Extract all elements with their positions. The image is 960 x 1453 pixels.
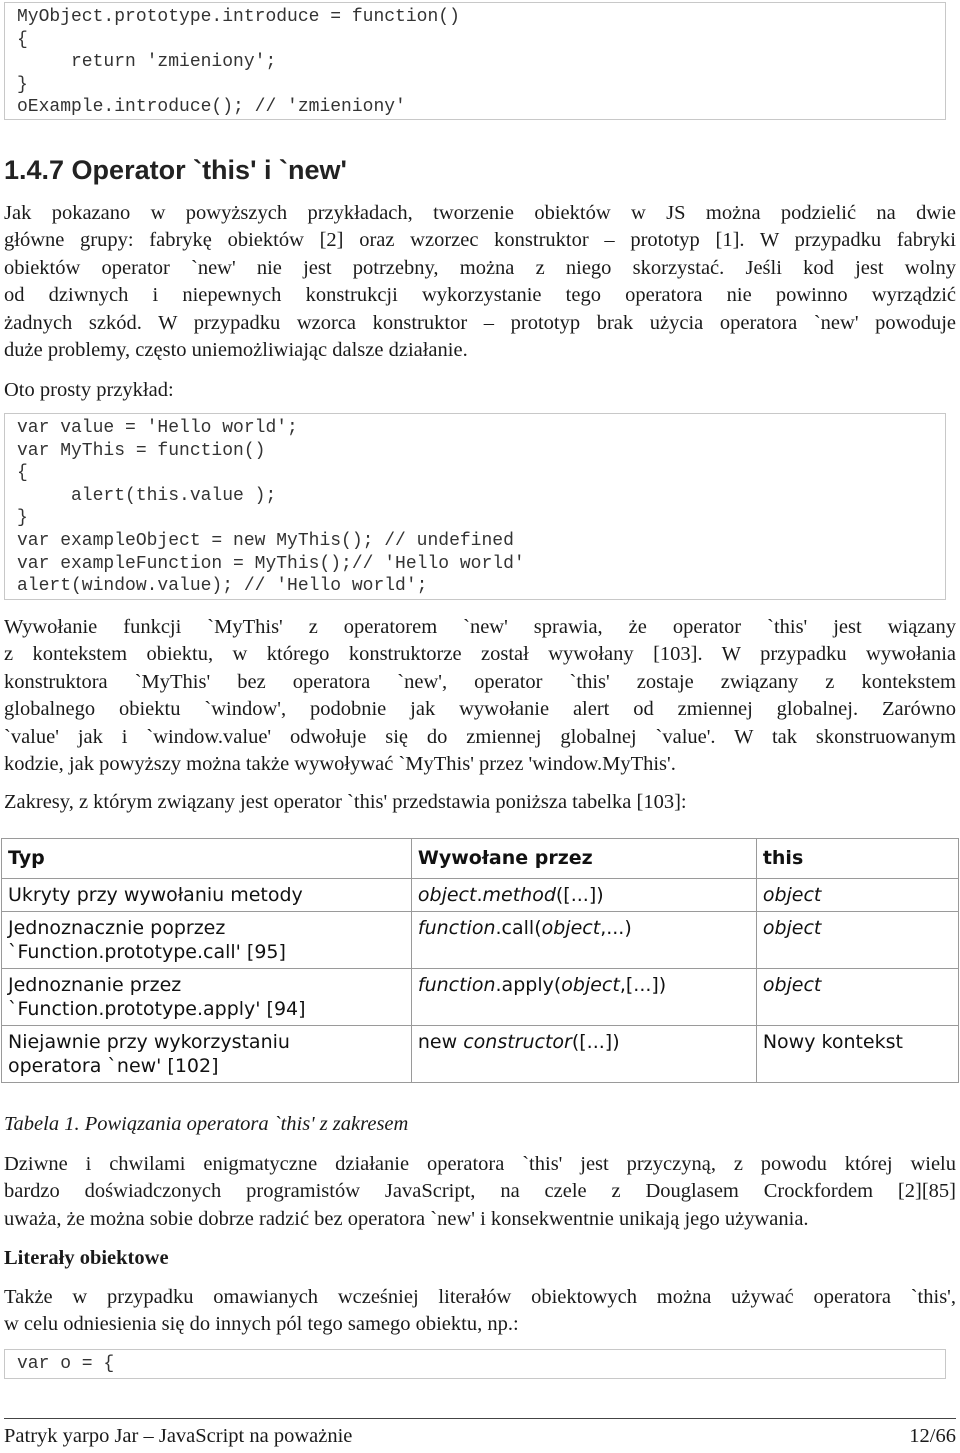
column-header: this xyxy=(756,839,958,879)
cell-call: new constructor([...]) xyxy=(411,1026,756,1083)
cell-type: Niejawnie przy wykorzystaniu operatora `new' [102] xyxy=(2,1026,412,1083)
text-line: `value' jak i `window.value' odwołuje się do zmiennej globalnej `value'. W tak skonstruowanym xyxy=(4,725,956,748)
text-line: z kontekstem obiektu, w którego konstruktorze został wywołany [103]. W przypadku wywołania xyxy=(4,643,956,666)
code-line: oExample.introduce(); // 'zmieniony' xyxy=(17,97,406,118)
paragraph-explanation xyxy=(4,614,956,778)
cell-this: object xyxy=(756,969,958,1026)
paragraph-literals xyxy=(4,1284,956,1339)
cell-type: Ukryty przy wywołaniu metody xyxy=(2,879,412,912)
text-line: w celu odniesienia się do innych pól tego samego obiektu, np.: xyxy=(4,1313,519,1336)
cell-call: function.call(object,...) xyxy=(411,912,756,969)
text-line: konstruktora `MyThis' bez operatora `new', operator `this' zostaje związany z kontekstem xyxy=(4,670,956,693)
code-line: alert(this.value ); xyxy=(17,485,277,506)
page-number: 12/66 xyxy=(909,1425,956,1447)
code-line: { xyxy=(17,463,28,484)
code-line: MyObject.prototype.introduce = function() xyxy=(17,7,460,27)
code-line: var o = { xyxy=(17,1354,115,1374)
cell-this: Nowy kontekst xyxy=(756,1026,958,1083)
text-line: główne grupy: fabrykę obiektów [2] oraz wzorzec konstruktor – prototyp [1]. W przypadku fabryki xyxy=(4,229,956,252)
cell-type: Jednoznacznie poprzez `Function.prototype.call' [95] xyxy=(2,912,412,969)
cell-this: object xyxy=(756,879,958,912)
code-line: } xyxy=(17,508,28,529)
text-line: bardzo doświadczonych programistów JavaScript, na czele z Douglasem Crockfordem [2][85] xyxy=(4,1180,956,1203)
cell-this: object xyxy=(756,912,958,969)
text-line: obiektów operator `new' nie jest potrzebny, można z niego skorzystać. Jeśli kod jest wolny xyxy=(4,256,956,279)
page-footer xyxy=(4,1418,956,1449)
code-line: return 'zmieniony'; xyxy=(17,52,277,73)
code-line: var MyThis = function() xyxy=(17,440,266,461)
code-line: alert(window.value); // 'Hello world'; xyxy=(17,576,428,597)
table-row xyxy=(2,879,959,912)
this-scope-table xyxy=(1,838,959,1083)
text-line: Wywołanie funkcji `MyThis' z operatorem `new' sprawia, że operator `this' jest wiązany xyxy=(4,616,956,638)
code-block-example xyxy=(4,413,946,600)
table-row xyxy=(2,969,959,1026)
text-line: od dziwnych i niepewnych konstrukcji wykorzystanie tego operatora nie powinno wyrządzić xyxy=(4,284,956,307)
code-block-introduce xyxy=(4,2,946,120)
cell-call: function.apply(object,[...]) xyxy=(411,969,756,1026)
cell-call: object.method([...]) xyxy=(411,879,756,912)
table-intro: Zakresy, z którym związany jest operator `this' przedstawia poniższa tabelka [103]: xyxy=(4,791,687,813)
table-header-row xyxy=(2,839,959,879)
cell-type: Jednoznanie przez `Function.prototype.apply' [94] xyxy=(2,969,412,1026)
text-line: Także w przypadku omawianych wcześniej literałów obiektowych można używać operatora `this', xyxy=(4,1286,956,1308)
code-line: var exampleFunction = MyThis();// 'Hello world' xyxy=(17,553,525,574)
table-row xyxy=(2,1026,959,1083)
column-header: Wywołane przez xyxy=(411,839,756,879)
footer-title: Patryk yarpo Jar – JavaScript na poważnie xyxy=(4,1425,353,1447)
paragraph-intro xyxy=(4,200,956,364)
text-line: duże problemy, często uniemożliwiając dalsze działanie. xyxy=(4,339,468,362)
code-line: var value = 'Hello world'; xyxy=(17,418,298,438)
paragraph-crockford xyxy=(4,1151,956,1233)
code-block-literal xyxy=(4,1349,946,1379)
subheading-literals: Literały obiektowe xyxy=(4,1247,169,1269)
text-line: żadnych szkód. W przypadku wzorca konstruktor – prototyp brak użycia operatora `new' powoduje xyxy=(4,311,956,334)
text-line: Jak pokazano w powyższych przykładach, tworzenie obiektów w JS można podzielić na dwie xyxy=(4,202,956,224)
code-line: { xyxy=(17,29,28,50)
table-caption: Tabela 1. Powiązania operatora `this' z zakresem xyxy=(4,1113,409,1135)
text-line: kodzie, jak powyższy można także wywoływać `MyThis' przez 'window.MyThis'. xyxy=(4,753,676,776)
column-header: Typ xyxy=(2,839,412,879)
text-line: Dziwne i chwilami enigmatyczne działanie operatora `this' jest przyczyną, z powodu której wielu xyxy=(4,1153,956,1175)
text-line: uważa, że można sobie dobrze radzić bez operatora `new' i konsekwentnie unikają jego używania. xyxy=(4,1207,809,1230)
section-heading: 1.4.7 Operator `this' i `new' xyxy=(4,155,347,185)
code-line: var exampleObject = new MyThis(); // undefined xyxy=(17,530,514,551)
code-line: } xyxy=(17,74,28,95)
example-intro: Oto prosty przykład: xyxy=(4,379,174,401)
text-line: globalnego obiektu `window', podobnie jak wywołanie alert od zmiennej globalnej. Zarówno xyxy=(4,698,956,721)
table-row xyxy=(2,912,959,969)
